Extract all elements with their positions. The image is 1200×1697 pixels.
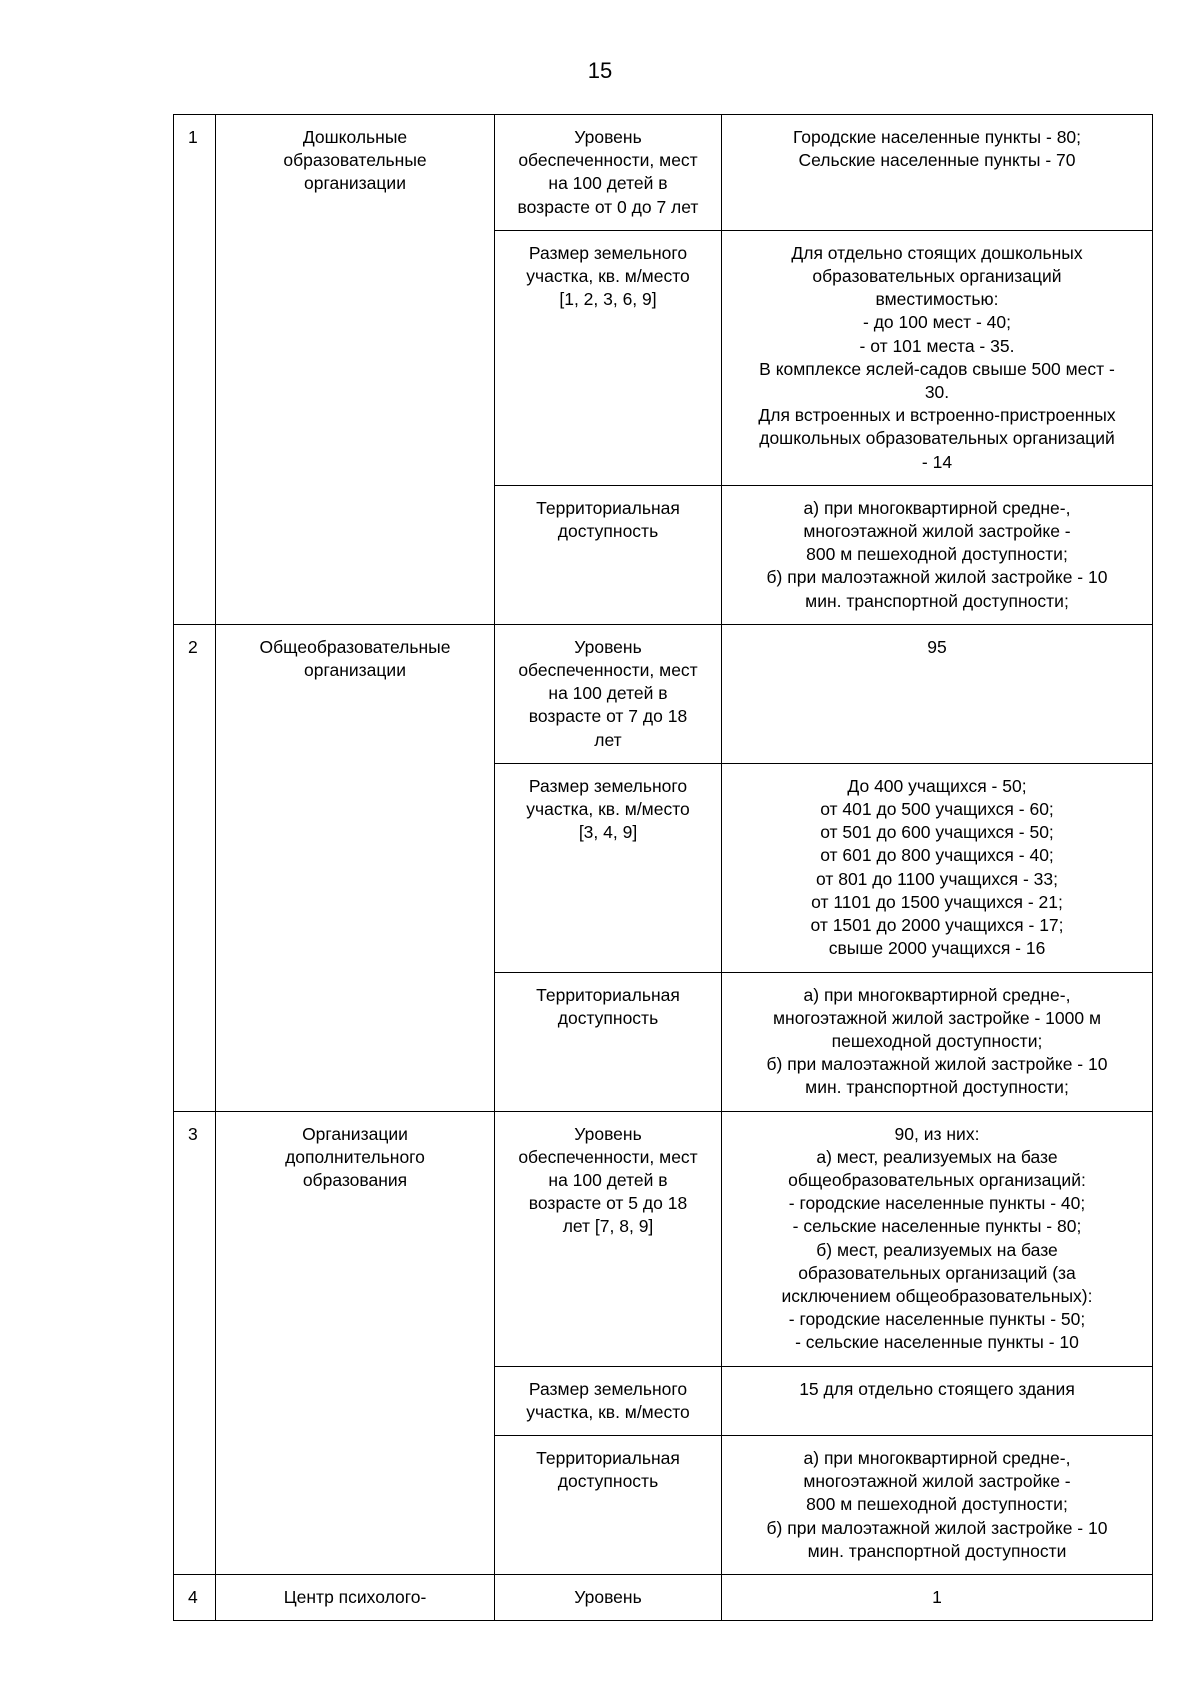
- indicator-cell: [495, 763, 722, 972]
- facility-name-line: образования: [302, 1169, 408, 1190]
- value-line: многоэтажной жилой застройке -: [803, 1471, 1071, 1492]
- facility-name-line: Общеобразовательные: [259, 636, 451, 657]
- value-line: б) при малоэтажной жилой застройке - 10: [766, 1517, 1108, 1538]
- row-number-cell: [174, 1111, 216, 1574]
- indicator-line: Размер земельного: [528, 242, 688, 263]
- indicator-cell: [495, 485, 722, 624]
- indicator-line: возрасте от 7 до 18: [528, 706, 688, 727]
- value-line: - городские населенные пункты - 50;: [788, 1309, 1086, 1330]
- value-line: пешеходной доступности;: [831, 1030, 1043, 1051]
- value-cell: [722, 1366, 1153, 1435]
- value-line: 800 м пешеходной доступности;: [806, 1494, 1068, 1515]
- value-line: - городские населенные пункты - 40;: [788, 1193, 1086, 1214]
- value-cell: [722, 1574, 1153, 1620]
- value-line: 15 для отдельно стоящего здания: [799, 1378, 1075, 1399]
- row-number-cell: [174, 1574, 216, 1620]
- value-cell: [722, 1435, 1153, 1574]
- indicator-line: обеспеченности, мест: [518, 150, 698, 171]
- row-number: 4: [188, 1586, 198, 1607]
- value-line: от 501 до 600 учащихся - 50;: [820, 822, 1054, 843]
- indicator-line: обеспеченности, мест: [518, 1146, 698, 1167]
- indicator-cell: [495, 1574, 722, 1620]
- indicator-line: Территориальная: [536, 1447, 680, 1468]
- value-cell: [722, 230, 1153, 485]
- value-line: а) при многоквартирной средне-,: [803, 1447, 1071, 1468]
- row-number-cell: [174, 115, 216, 625]
- value-line: мин. транспортной доступности;: [805, 1077, 1069, 1098]
- indicator-line: доступность: [557, 521, 659, 542]
- indicator-cell: [495, 624, 722, 763]
- row-number: 2: [188, 636, 198, 657]
- indicator-cell: [495, 1366, 722, 1435]
- indicator-cell: [495, 972, 722, 1111]
- facility-name-cell: [216, 1574, 495, 1620]
- norms-table-body: [174, 115, 1153, 1621]
- indicator-line: на 100 детей в: [548, 173, 668, 194]
- indicator-line: Территориальная: [536, 497, 680, 518]
- value-line: Сельские населенные пункты - 70: [798, 150, 1076, 171]
- facility-name-line: Организации: [302, 1123, 408, 1144]
- value-line: 800 м пешеходной доступности;: [806, 544, 1068, 565]
- value-line: от 1101 до 1500 учащихся - 21;: [811, 891, 1063, 912]
- value-line: - сельские населенные пункты - 10: [795, 1332, 1079, 1353]
- indicator-line: доступность: [557, 1471, 659, 1492]
- facility-name-line: организации: [304, 173, 406, 194]
- value-line: - от 101 места - 35.: [859, 335, 1015, 356]
- value-line: свыше 2000 учащихся - 16: [828, 938, 1046, 959]
- indicator-cell: [495, 115, 722, 231]
- indicator-line: на 100 детей в: [548, 683, 668, 704]
- indicator-line: возрасте от 5 до 18: [528, 1193, 688, 1214]
- indicator-line: Размер земельного: [528, 775, 688, 796]
- indicator-line: Территориальная: [536, 984, 680, 1005]
- indicator-line: участка, кв. м/место: [526, 266, 690, 287]
- indicator-cell: [495, 1111, 722, 1366]
- row-number: 1: [188, 127, 198, 147]
- value-cell: [722, 1111, 1153, 1366]
- indicator-line: возрасте от 0 до 7 лет: [517, 196, 699, 217]
- value-line: - до 100 мест - 40;: [863, 312, 1011, 333]
- indicator-line: Размер земельного: [528, 1378, 688, 1399]
- indicator-line: участка, кв. м/место: [526, 1401, 690, 1422]
- table-row: [174, 1111, 1153, 1366]
- norms-table: [173, 114, 1153, 1621]
- indicator-line: Уровень: [574, 1123, 642, 1144]
- value-line: 1: [932, 1586, 942, 1607]
- indicator-line: лет [7, 8, 9]: [562, 1216, 654, 1237]
- facility-name-line: образовательные: [283, 150, 427, 171]
- value-line: многоэтажной жилой застройке - 1000 м: [773, 1007, 1101, 1028]
- indicator-line: Уровень: [574, 1586, 642, 1607]
- indicator-line: обеспеченности, мест: [518, 660, 698, 681]
- value-line: а) при многоквартирной средне-,: [803, 497, 1071, 518]
- value-line: от 601 до 800 учащихся - 40;: [820, 845, 1054, 866]
- value-line: от 1501 до 2000 учащихся - 17;: [810, 915, 1064, 936]
- value-line: а) мест, реализуемых на базе: [816, 1146, 1058, 1167]
- value-line: 30.: [924, 382, 950, 403]
- indicator-cell: [495, 230, 722, 485]
- value-cell: [722, 624, 1153, 763]
- indicator-line: Уровень: [574, 127, 642, 147]
- value-line: - 14: [921, 451, 953, 472]
- row-number: 3: [188, 1123, 198, 1144]
- facility-name-line: организации: [304, 660, 406, 681]
- value-line: образовательных организаций (за: [798, 1262, 1076, 1283]
- value-line: от 801 до 1100 учащихся - 33;: [815, 868, 1059, 889]
- indicator-cell: [495, 1435, 722, 1574]
- value-line: мин. транспортной доступности: [807, 1540, 1067, 1561]
- value-line: Для отдельно стоящих дошкольных: [791, 242, 1083, 263]
- indicator-line: [1, 2, 3, 6, 9]: [559, 289, 657, 310]
- value-line: - сельские населенные пункты - 80;: [792, 1216, 1082, 1237]
- indicator-line: участка, кв. м/место: [526, 799, 690, 820]
- value-line: образовательных организаций: [812, 266, 1062, 287]
- value-line: До 400 учащихся - 50;: [847, 775, 1027, 796]
- value-cell: [722, 972, 1153, 1111]
- value-line: 90, из них:: [894, 1123, 980, 1144]
- table-row: [174, 624, 1153, 763]
- value-line: многоэтажной жилой застройке -: [803, 521, 1071, 542]
- indicator-line: на 100 детей в: [548, 1169, 668, 1190]
- value-line: дошкольных образовательных организаций: [759, 428, 1115, 449]
- value-line: б) мест, реализуемых на базе: [816, 1239, 1058, 1260]
- value-line: б) при малоэтажной жилой застройке - 10: [766, 567, 1108, 588]
- value-line: общеобразовательных организаций:: [788, 1169, 1086, 1190]
- facility-name-cell: [216, 624, 495, 1111]
- value-cell: [722, 485, 1153, 624]
- value-line: исключением общеобразовательных):: [781, 1285, 1093, 1306]
- value-cell: [722, 763, 1153, 972]
- table-row: [174, 1574, 1153, 1620]
- value-line: от 401 до 500 учащихся - 60;: [820, 799, 1054, 820]
- value-line: а) при многоквартирной средне-,: [803, 984, 1071, 1005]
- value-line: В комплексе яслей-садов свыше 500 мест -: [759, 358, 1115, 379]
- facility-name-cell: [216, 115, 495, 625]
- value-line: вместимостью:: [875, 289, 999, 310]
- value-line: 95: [927, 636, 947, 657]
- indicator-line: доступность: [557, 1007, 659, 1028]
- facility-name-cell: [216, 1111, 495, 1574]
- indicator-line: [3, 4, 9]: [578, 822, 638, 843]
- value-line: б) при малоэтажной жилой застройке - 10: [766, 1054, 1108, 1075]
- value-line: Для встроенных и встроенно-пристроенных: [758, 405, 1116, 426]
- row-number-cell: [174, 624, 216, 1111]
- facility-name-line: Дошкольные: [302, 127, 408, 147]
- facility-name-line: дополнительного: [285, 1146, 425, 1167]
- page-number: 15: [587, 58, 613, 83]
- table-row: [174, 115, 1153, 231]
- value-line: мин. транспортной доступности;: [805, 590, 1069, 611]
- value-cell: [722, 115, 1153, 231]
- facility-name-line: Центр психолого-: [283, 1586, 427, 1607]
- value-line: Городские населенные пункты - 80;: [792, 127, 1082, 147]
- indicator-line: Уровень: [574, 636, 642, 657]
- indicator-line: лет: [594, 729, 622, 750]
